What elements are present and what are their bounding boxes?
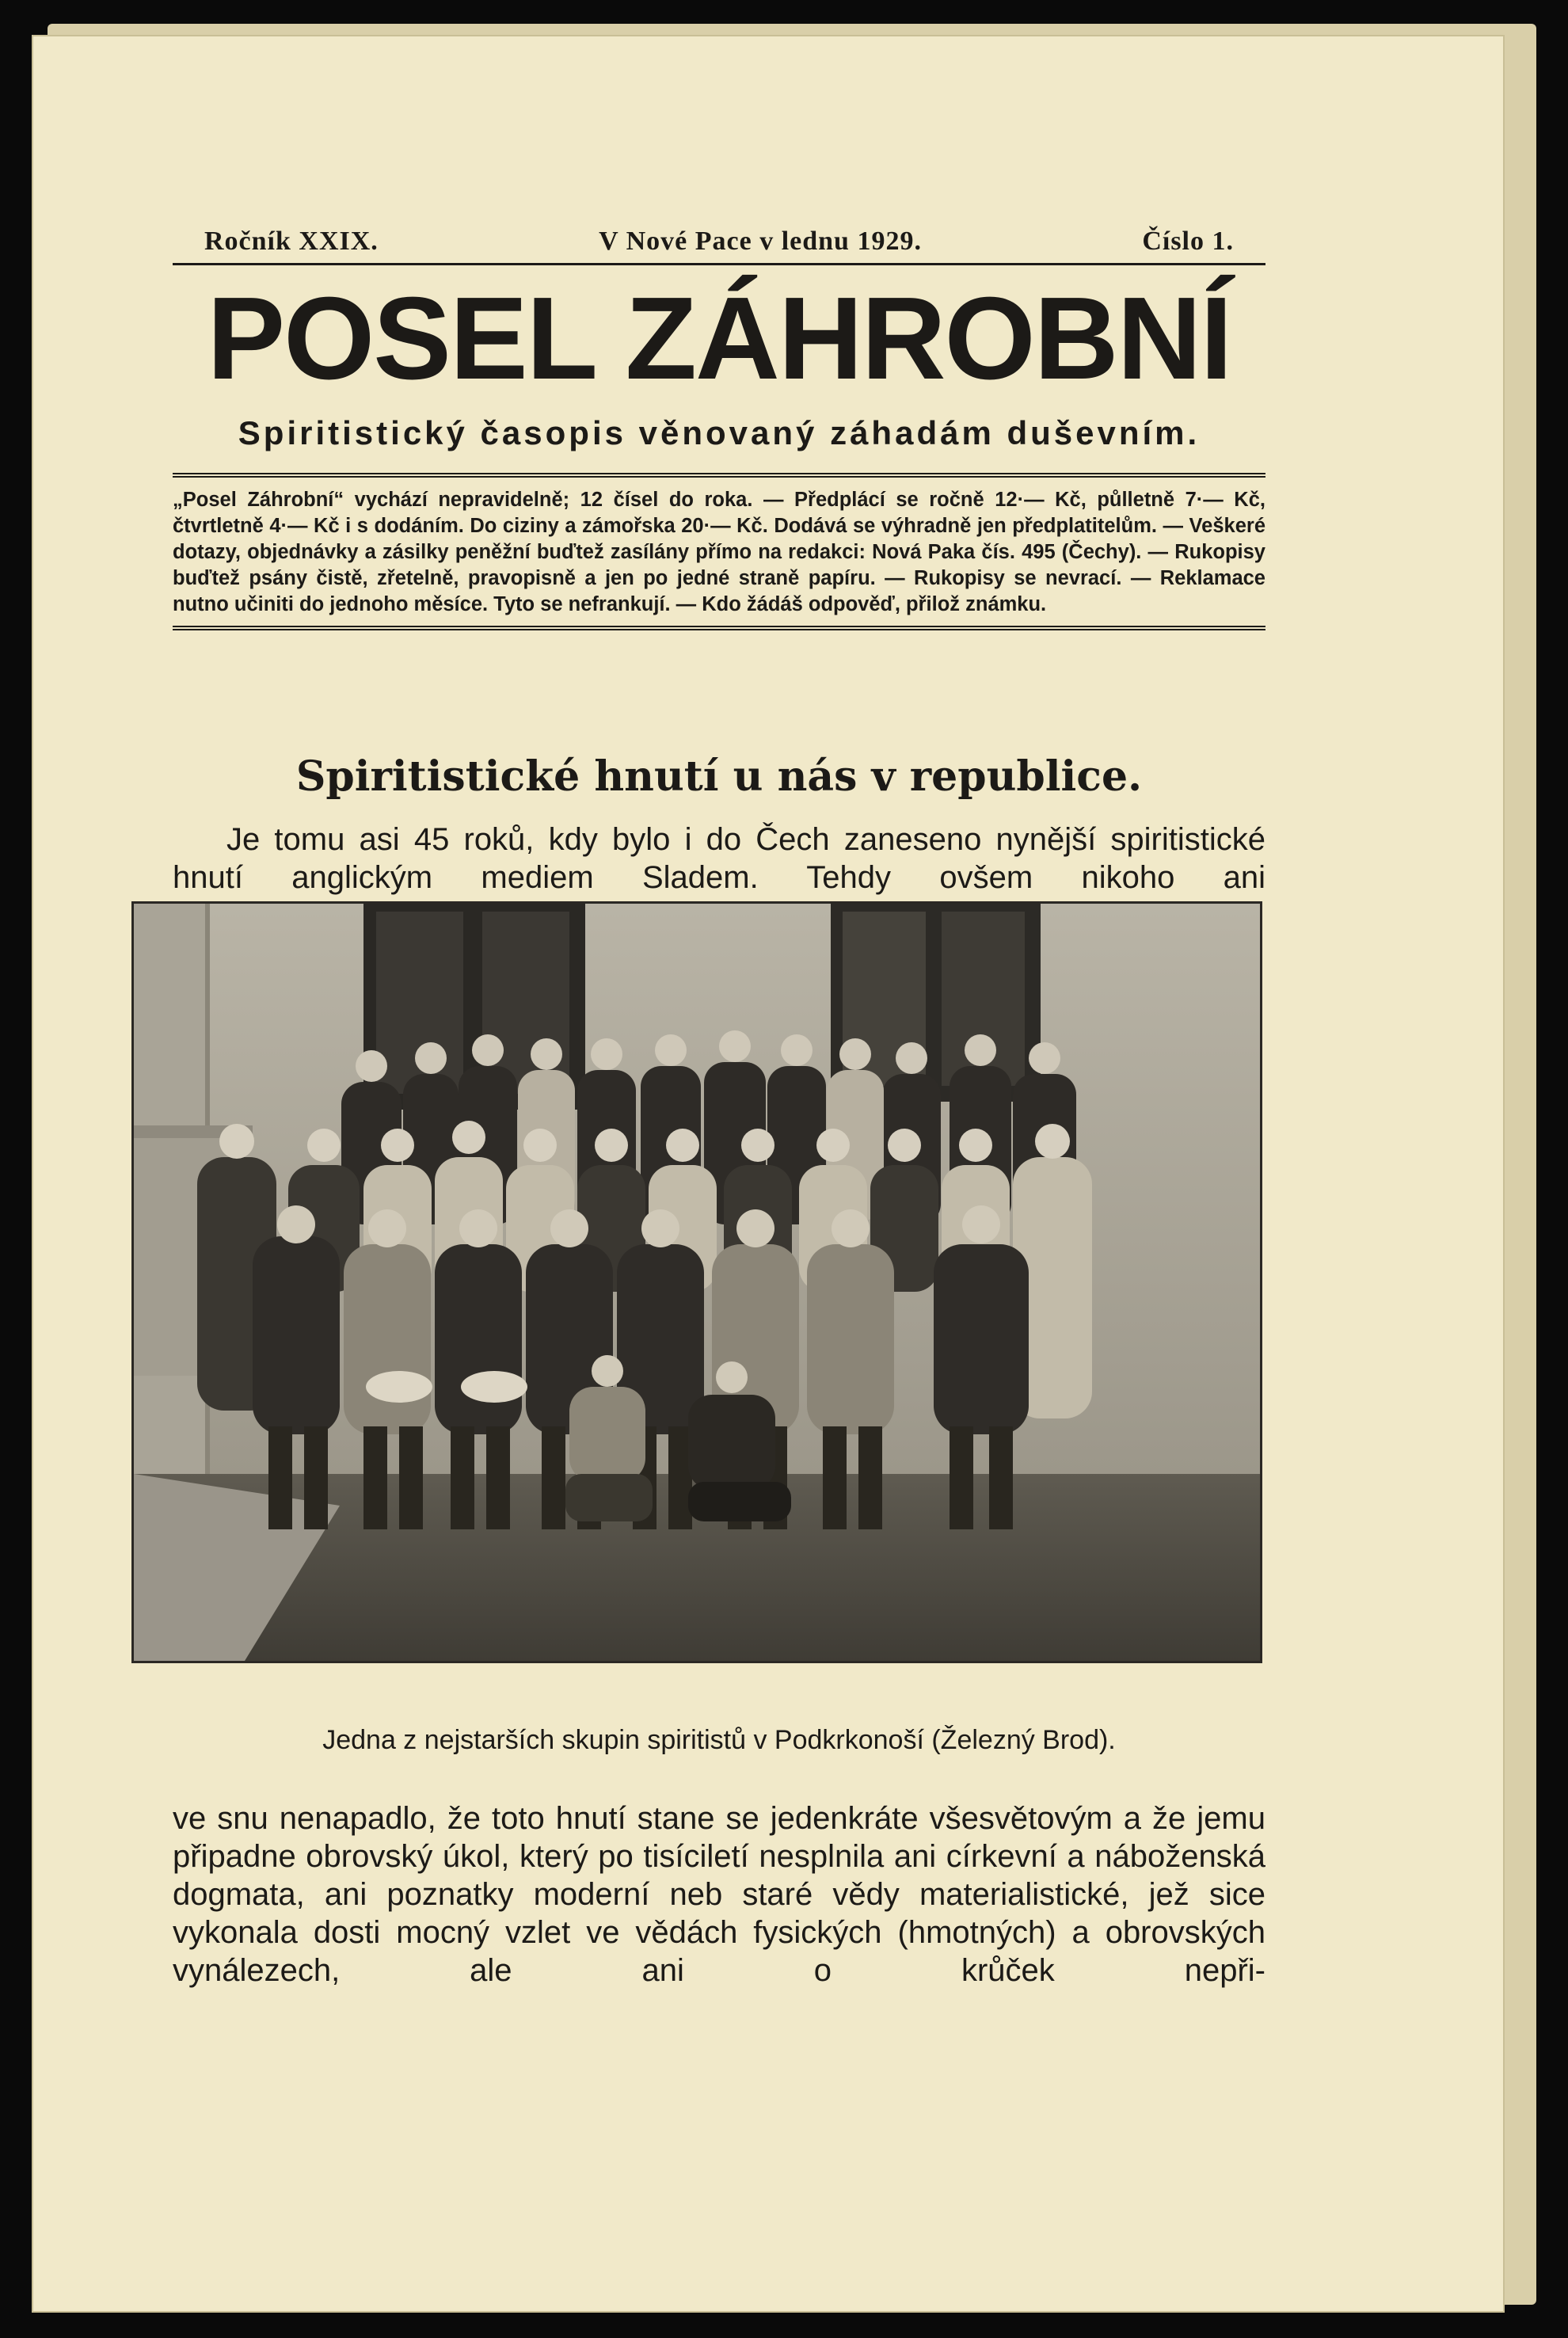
notice-text-2: — Veškeré dotazy, objednávky a zásilky peněžní buďtež zasílány přímo na redakci: Nová Paka čís. 495 (Čechy). — Rukopisy buďtež psány čistě, zřetelně, pravopisně a jen po jedné straně papíru. — Rukopisy se nevrací. — Reklamace nutno učiniti do jednoho měsíce. Tyto se nefrankují. — Kdo žádáš odpověď, přilož známku. — [173, 515, 1265, 615]
subscription-notice — [173, 473, 1265, 630]
volume-label: Ročník XXIX. — [204, 227, 379, 256]
article-paragraph-1: Je tomu asi 45 roků, kdy bylo i do Čech zaneseno nynější spiritistické hnutí anglickým mediem Sladem. Tehdy ovšem nikoho ani — [173, 822, 1265, 895]
group-photo-illustration — [134, 904, 1260, 1661]
notice-text-1: „Posel Záhrobní“ vychází nepravidelně; 12 čísel do roka. — Předplácí se ročně 12·— Kč, půlletně 7·— Kč, čtvrtletně 4·— Kč i s dodáním. Do ciziny a zámořska 20·— Kč. — [173, 489, 1265, 537]
issue-number-label: Číslo 1. — [1142, 227, 1234, 256]
article-paragraph-2: ve snu nenapadlo, že toto hnutí stane se jedenkráte všesvětovým a že jemu připadne obrovský úkol, který po tisíciletí nesplnila ani církevní a náboženská dogmata, ani poznatky moderní neb staré vědy materialistické, jež sice vykonala dosti mocný vzlet ve vědách fysických (hmotných) a obrovských vynálezech, ale ani o krůček nepři- — [173, 1801, 1265, 1988]
group-photograph — [131, 901, 1262, 1663]
issue-line — [173, 227, 1265, 265]
article-heading: Spiritistické hnutí u nás v republice. — [295, 752, 1143, 801]
magazine-title: POSEL ZÁHROBNÍ — [207, 273, 1231, 404]
photo-caption: Jedna z nejstarších skupin spiritistů v Podkrkonoší (Železný Brod). — [322, 1725, 1116, 1755]
notice-bold-text: Dodává se výhradně jen předplatitelům. — [774, 515, 1157, 537]
magazine-subtitle: Spiritistický časopis věnovaný záhadám duševním. — [238, 414, 1201, 451]
masthead — [173, 227, 1265, 630]
place-date-label: V Nové Pace v lednu 1929. — [599, 227, 922, 256]
